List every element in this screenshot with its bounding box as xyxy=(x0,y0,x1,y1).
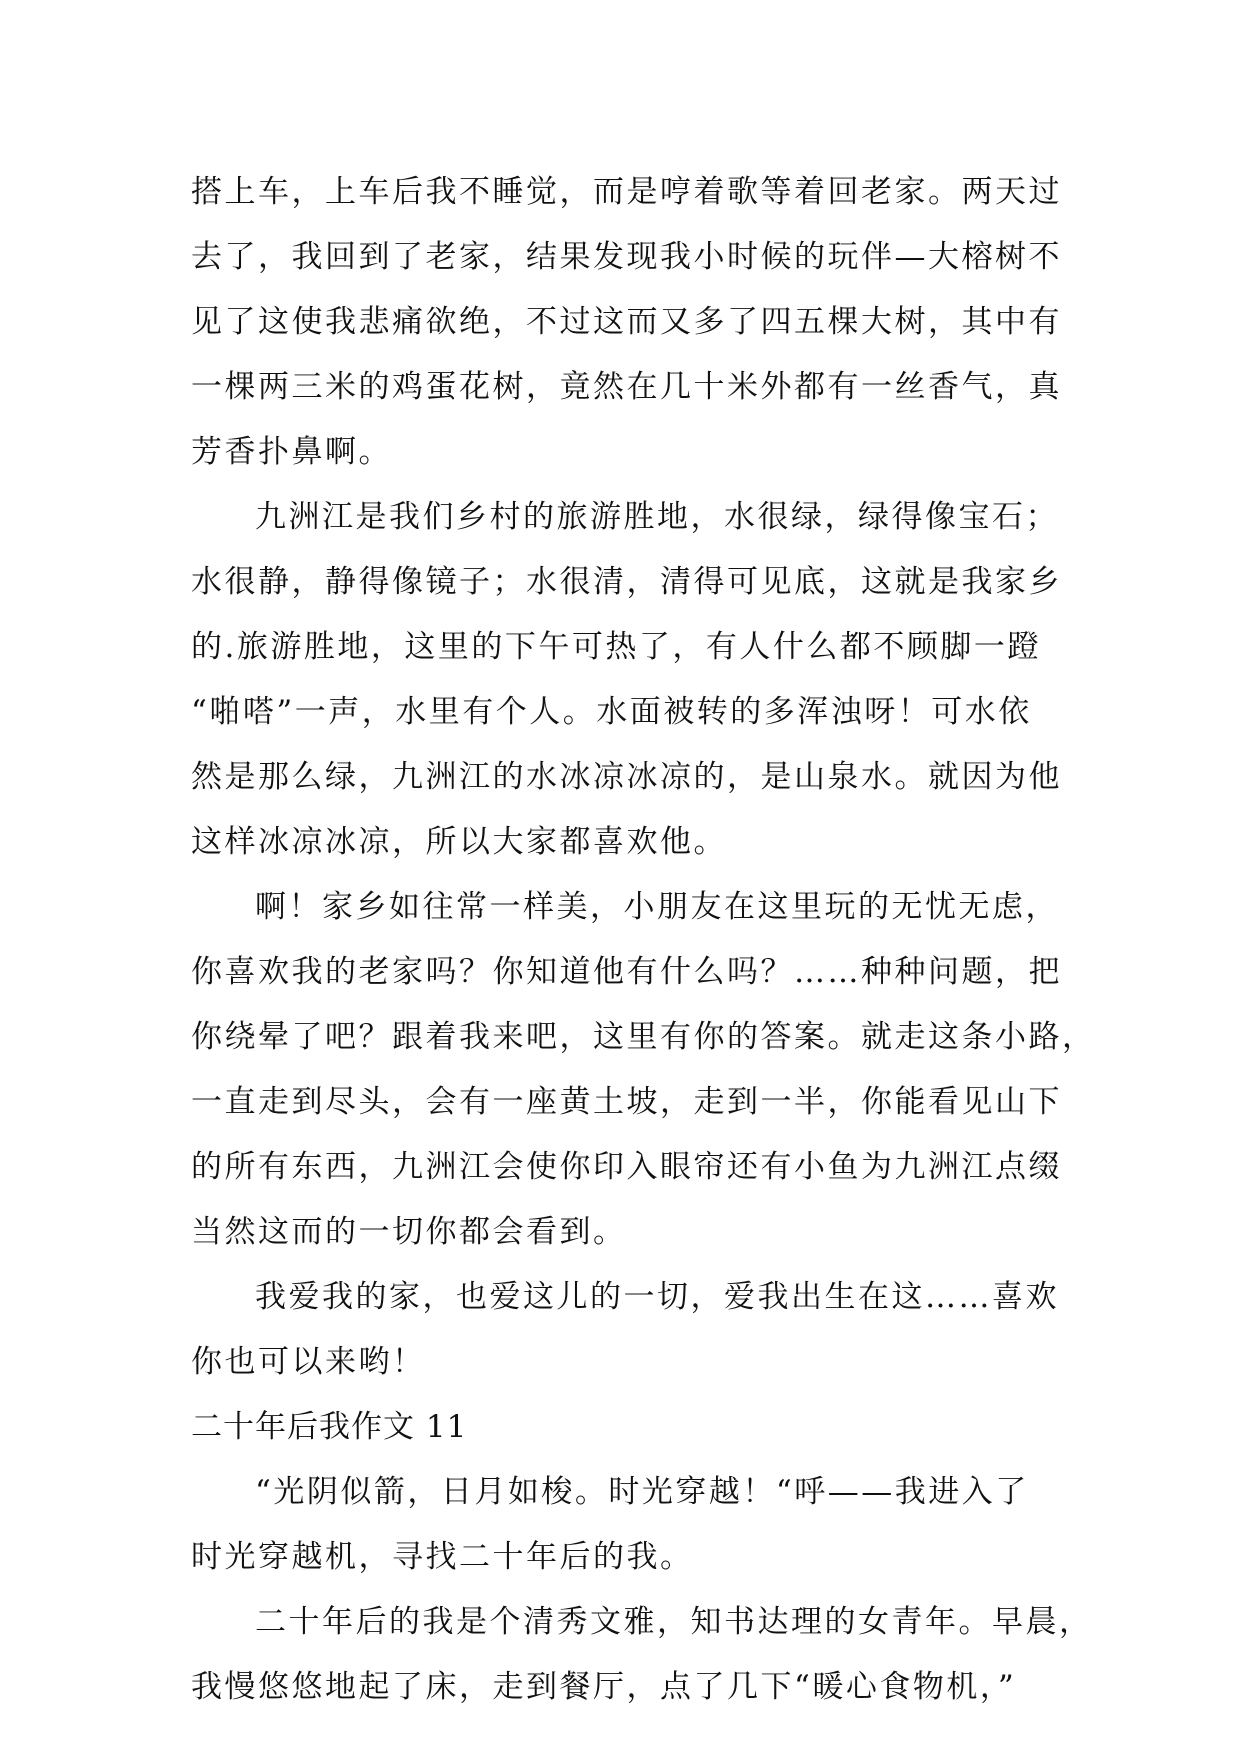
text-line: 的.旅游胜地，这里的下午可热了，有人什么都不顾脚一蹬 xyxy=(191,629,1041,665)
text-line: 九洲江是我们乡村的旅游胜地，水很绿，绿得像宝石； xyxy=(255,499,1059,535)
text-line: 一直走到尽头，会有一座黄土坡，走到一半，你能看见山下 xyxy=(191,1084,1062,1120)
text-line: 我慢悠悠地起了床，走到餐厅，点了几下“暖心食物机，” xyxy=(191,1669,1017,1705)
text-line: 我爱我的家，也爱这儿的一切，爱我出生在这……喜欢 xyxy=(255,1279,1059,1315)
paragraph-1 xyxy=(191,160,1061,485)
text-line: 一棵两三米的鸡蛋花树，竟然在几十米外都有一丝香气，真 xyxy=(191,369,1062,405)
text-line: 的所有东西，九洲江会使你印入眼帘还有小鱼为九洲江点缀 xyxy=(191,1149,1062,1185)
text-line: 搭上车，上车后我不睡觉，而是哼着歌等着回老家。两天过 xyxy=(191,174,1062,210)
text-line: 你绕晕了吧？跟着我来吧，这里有你的答案。就走这条小路， xyxy=(191,1019,1096,1055)
text-line: 去了，我回到了老家，结果发现我小时候的玩伴—大榕树不 xyxy=(191,239,1062,275)
text-line: 当然这而的一切你都会看到。 xyxy=(191,1214,627,1250)
section-heading xyxy=(191,1395,1061,1460)
text-line: 啊！家乡如往常一样美，小朋友在这里玩的无忧无虑， xyxy=(255,889,1059,925)
text-line: 时光穿越机，寻找二十年后的我。 xyxy=(191,1539,694,1575)
text-line: “啪嗒”一声，水里有个人。水面被转的多浑浊呀！可水依 xyxy=(191,694,1032,730)
text-line: 二十年后的我是个清秀文雅，知书达理的女青年。早晨， xyxy=(255,1604,1093,1640)
paragraph-4 xyxy=(191,1265,1061,1395)
paragraph-6 xyxy=(191,1590,1093,1720)
text-line: 这样冰凉冰凉，所以大家都喜欢他。 xyxy=(191,824,727,860)
text-line: 水很静，静得像镜子；水很清，清得可见底，这就是我家乡 xyxy=(191,564,1062,600)
heading-text: 二十年后我作文 11 xyxy=(191,1409,468,1445)
paragraph-5 xyxy=(191,1460,1061,1590)
document-page xyxy=(191,160,1096,1720)
paragraph-3 xyxy=(191,875,1096,1265)
text-line: 见了这使我悲痛欲绝，不过这而又多了四五棵大树，其中有 xyxy=(191,304,1062,340)
text-line: 芳香扑鼻啊。 xyxy=(191,434,392,470)
text-line: 你也可以来哟！ xyxy=(191,1344,426,1380)
text-line: 然是那么绿，九洲江的水冰凉冰凉的，是山泉水。就因为他 xyxy=(191,759,1062,795)
text-line: “光阴似箭，日月如梭。时光穿越！“呼——我进入了 xyxy=(255,1474,1029,1510)
paragraph-2 xyxy=(191,485,1061,875)
text-line: 你喜欢我的老家吗？你知道他有什么吗？……种种问题，把 xyxy=(191,954,1062,990)
